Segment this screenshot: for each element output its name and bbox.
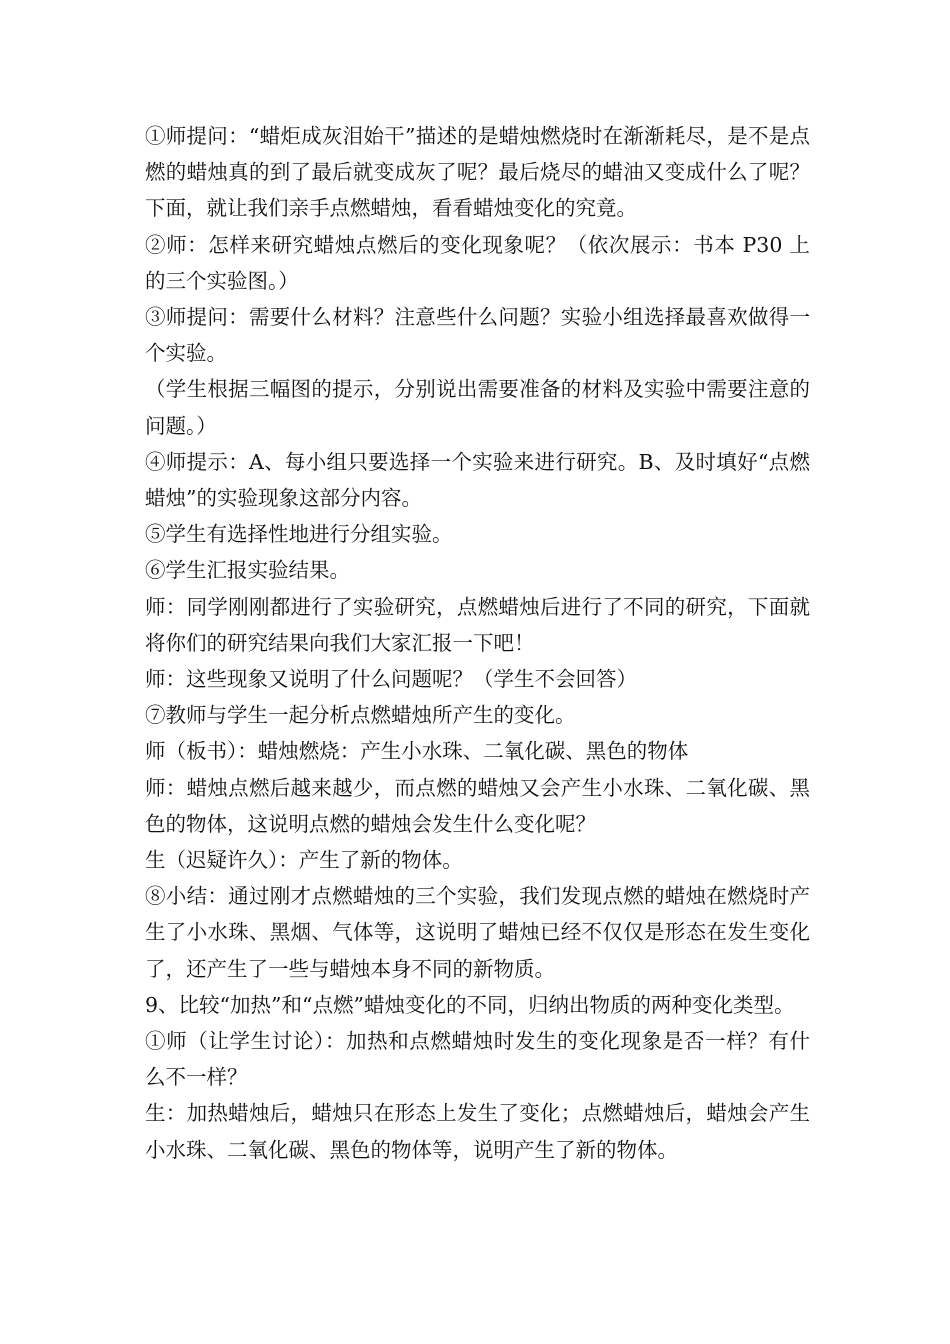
paragraph-17: 生：加热蜡烛后，蜡烛只在形态上发生了变化；点燃蜡烛后，蜡烛会产生小水珠、二氧化碳、黑色的物体等，说明产生了新的物体。 — [145, 1101, 810, 1162]
paragraph-7: ⑥学生汇报实验结果。 — [145, 558, 350, 583]
paragraph-3: ③师提问：需要什么材料？注意些什么问题？实验小组选择最喜欢做得一个实验。 — [145, 305, 810, 366]
document-body — [145, 118, 810, 1168]
paragraph-4: （学生根据三幅图的提示，分别说出需要准备的材料及实验中需要注意的问题。） — [145, 377, 810, 438]
paragraph-9: 师：这些现象又说明了什么问题呢？（学生不会回答） — [145, 667, 637, 692]
paragraph-13: 生（迟疑许久）：产生了新的物体。 — [145, 848, 463, 873]
paragraph-1: ①师提问：“蜡炬成灰泪始干”描述的是蜡烛燃烧时在渐渐耗尽，是不是点燃的蜡烛真的到了最后就变成灰了呢？最后烧尽的蜡油又变成什么了呢？下面，就让我们亲手点燃蜡烛，看看蜡烛变化的究竟。 — [145, 124, 810, 221]
paragraph-8: 师：同学刚刚都进行了实验研究，点燃蜡烛后进行了不同的研究，下面就将你们的研究结果向我们大家汇报一下吧！ — [145, 594, 810, 655]
paragraph-15: 9、比较“加热”和“点燃”蜡烛变化的不同，归纳出物质的两种变化类型。 — [145, 992, 795, 1017]
paragraph-12: 师：蜡烛点燃后越来越少，而点燃的蜡烛又会产生小水珠、二氧化碳、黑色的物体，这说明点燃的蜡烛会发生什么变化呢？ — [145, 775, 810, 836]
paragraph-10: ⑦教师与学生一起分析点燃蜡烛所产生的变化。 — [145, 703, 576, 728]
paragraph-5: ④师提示：A、每小组只要选择一个实验来进行研究。B、及时填好“点燃蜡烛”的实验现象这部分内容。 — [145, 449, 810, 511]
paragraph-16: ①师（让学生讨论）：加热和点燃蜡烛时发生的变化现象是否一样？有什么不一样？ — [145, 1029, 810, 1090]
paragraph-2: ②师：怎样来研究蜡烛点燃后的变化现象呢？（依次展示：书本 P30 上的三个实验图。） — [145, 232, 810, 293]
paragraph-14: ⑧小结：通过刚才点燃蜡烛的三个实验，我们发现点燃的蜡烛在燃烧时产生了小水珠、黑烟、气体等，这说明了蜡烛已经不仅仅是形态在发生变化了，还产生了一些与蜡烛本身不同的新物质。 — [145, 884, 810, 981]
paragraph-6: ⑤学生有选择性地进行分组实验。 — [145, 522, 453, 547]
paragraph-11: 师（板书）：蜡烛燃烧：产生小水珠、二氧化碳、黑色的物体 — [145, 739, 689, 764]
